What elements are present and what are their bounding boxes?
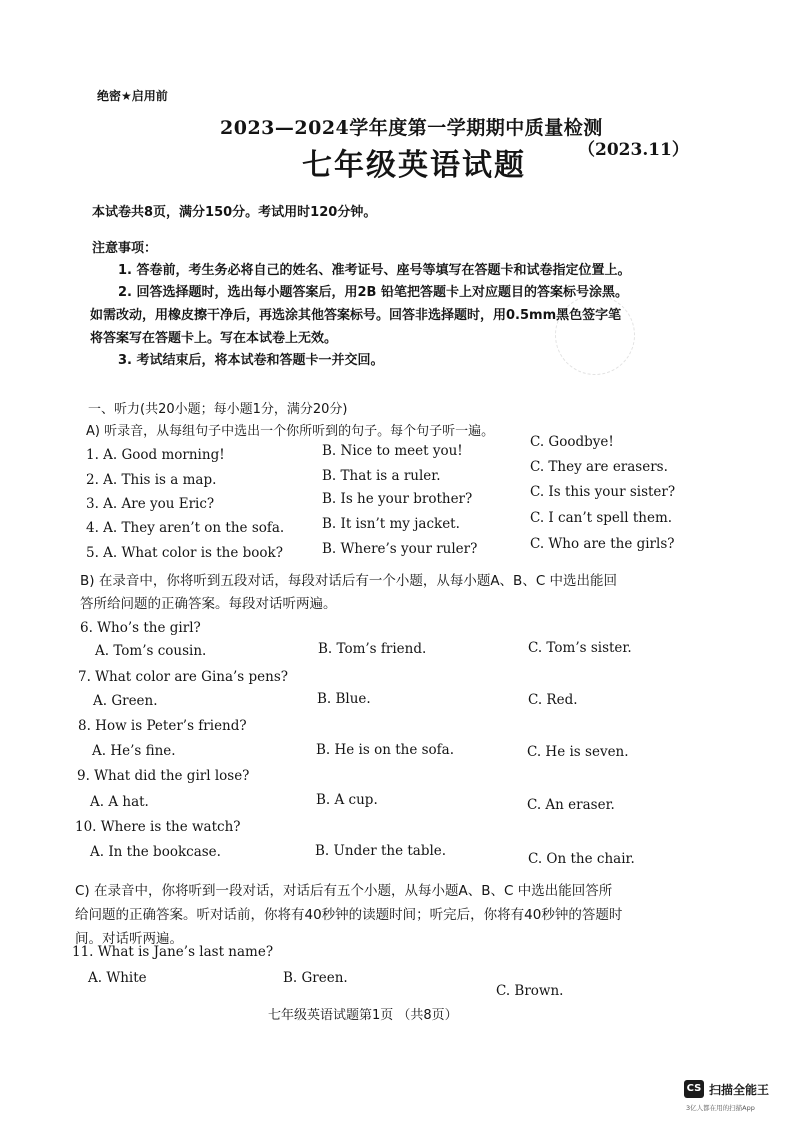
- part-a-instruction: A) 听录音，从每组句子中选出一个你所听到的句子。每个句子听一遍。: [86, 424, 495, 439]
- exam-title: 2023—2024学年度第一学期期中质量检测: [220, 117, 603, 139]
- q11-option-c: C. Brown.: [496, 983, 564, 999]
- part-b-instruction-line1: B) 在录音中，你将听到五段对话，每段对话后有一个小题，从每小题A、B、C 中选出能回: [80, 573, 618, 589]
- q8-option-a: A. He’s fine.: [92, 743, 176, 759]
- q6-option-b: B. Tom’s friend.: [318, 641, 427, 657]
- notice-title: 注意事项：: [92, 241, 158, 256]
- scanner-brand-name: 扫描全能王: [709, 1083, 770, 1097]
- notice-item-2-line3: 将答案写在答题卡上。写在本试卷上无效。: [90, 331, 338, 346]
- q7-option-b: B. Blue.: [317, 691, 371, 707]
- subject-title: 七年级英语试题: [302, 148, 526, 183]
- exam-info: 本试卷共8页，满分150分。考试用时120分钟。: [92, 205, 377, 220]
- q4-option-a: 4. A. They aren’t on the sofa.: [86, 520, 285, 536]
- q2-option-a: 2. A. This is a map.: [86, 472, 217, 488]
- q5-option-b: B. Where’s your ruler?: [322, 541, 478, 557]
- q9-option-b: B. A cup.: [316, 792, 378, 808]
- q6-question: 6. Who’s the girl?: [80, 620, 201, 636]
- page-footer: 七年级英语试题第1页 （共8页）: [268, 1008, 458, 1023]
- q10-question: 10. Where is the watch?: [75, 819, 241, 835]
- part-c-instruction-line2: 给问题的正确答案。听对话前，你将有40秒钟的读题时间；听完后，你将有40秒钟的答题时: [75, 907, 623, 923]
- q1-option-a: 1. A. Good morning!: [86, 447, 225, 463]
- part-c-instruction-line3: 间。对话听两遍。: [75, 931, 183, 947]
- scanner-logo-icon: CS: [684, 1080, 704, 1098]
- q3-option-c: C. Is this your sister?: [530, 484, 676, 500]
- q3-option-a: 3. A. Are you Eric?: [86, 496, 215, 512]
- q2-option-b: B. That is a ruler.: [322, 468, 441, 484]
- notice-item-2-line2: 如需改动，用橡皮擦干净后，再选涂其他答案标号。回答非选择题时，用0.5mm黑色签字笔: [90, 308, 622, 323]
- q4-option-b: B. It isn’t my jacket.: [322, 516, 460, 532]
- notice-item-2-line1: 2. 回答选择题时，选出每小题答案后，用2B 铅笔把答题卡上对应题目的答案标号涂黑。: [118, 285, 628, 300]
- scanner-tagline: 3亿人都在用的扫描App: [686, 1104, 755, 1112]
- q9-option-a: A. A hat.: [90, 794, 149, 810]
- part-b-instruction-line2: 答所给问题的正确答案。每段对话听两遍。: [80, 596, 337, 612]
- q7-option-a: A. Green.: [93, 693, 158, 709]
- q1-option-c: C. Goodbye!: [530, 434, 614, 450]
- q6-option-a: A. Tom’s cousin.: [95, 643, 207, 659]
- q7-question: 7. What color are Gina’s pens?: [78, 669, 289, 685]
- part-c-instruction-line1: C) 在录音中，你将听到一段对话，对话后有五个小题，从每小题A、B、C 中选出能回答所: [75, 883, 613, 899]
- notice-item-1: 1. 答卷前，考生务必将自己的姓名、准考证号、座号等填写在答题卡和试卷指定位置上。: [118, 263, 631, 278]
- q5-option-c: C. Who are the girls?: [530, 536, 675, 552]
- q5-option-a: 5. A. What color is the book?: [86, 545, 283, 561]
- q6-option-c: C. Tom’s sister.: [528, 640, 632, 656]
- q3-option-b: B. Is he your brother?: [322, 491, 473, 507]
- exam-date: （2023.11）: [578, 140, 689, 160]
- q8-question: 8. How is Peter’s friend?: [78, 718, 247, 734]
- q1-option-b: B. Nice to meet you!: [322, 443, 463, 459]
- q10-option-b: B. Under the table.: [315, 843, 447, 859]
- q9-question: 9. What did the girl lose?: [77, 768, 250, 784]
- q11-option-a: A. White: [88, 970, 147, 986]
- q8-option-c: C. He is seven.: [527, 744, 629, 760]
- secret-label: 绝密★启用前: [97, 89, 168, 103]
- q9-option-c: C. An eraser.: [527, 797, 615, 813]
- q4-option-c: C. I can’t spell them.: [530, 510, 673, 526]
- q8-option-b: B. He is on the sofa.: [316, 742, 454, 758]
- q11-option-b: B. Green.: [283, 970, 348, 986]
- q7-option-c: C. Red.: [528, 692, 578, 708]
- q10-option-a: A. In the bookcase.: [90, 844, 221, 860]
- q10-option-c: C. On the chair.: [528, 851, 635, 867]
- q2-option-c: C. They are erasers.: [530, 459, 668, 475]
- q11-question: 11. What is Jane’s last name?: [72, 944, 274, 960]
- notice-item-3: 3. 考试结束后，将本试卷和答题卡一并交回。: [118, 353, 384, 368]
- section-heading-listening: 一、听力(共20小题；每小题1分，满分20分): [88, 402, 348, 417]
